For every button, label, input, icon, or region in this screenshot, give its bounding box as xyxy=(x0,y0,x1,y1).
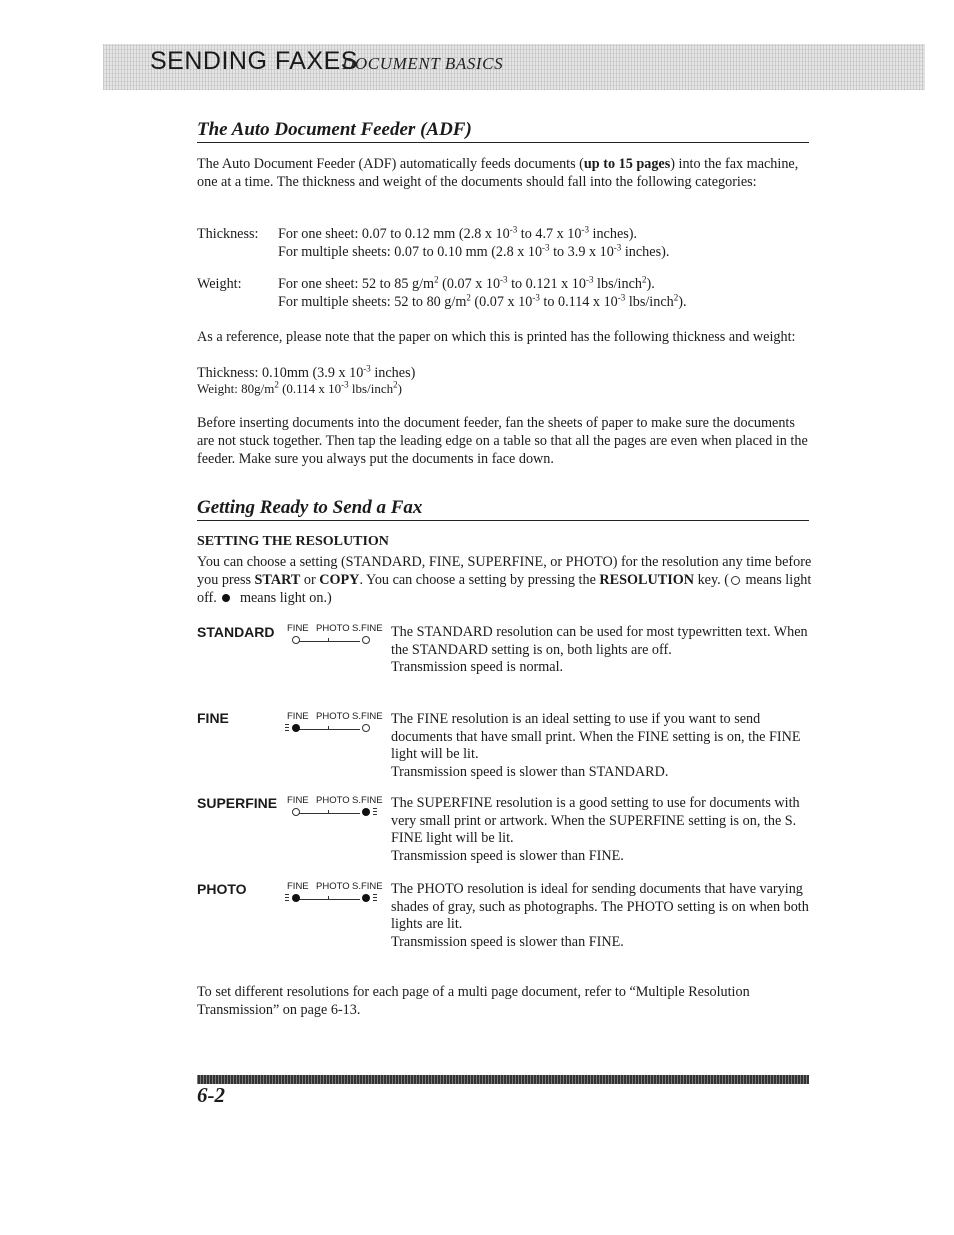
fine-light-icon xyxy=(292,636,300,644)
indicator-fine: FINE PHOTO S.FINE xyxy=(286,711,382,741)
mode-label-standard: STANDARD xyxy=(197,624,275,640)
mode-label-fine: FINE xyxy=(197,710,229,726)
mode-description-photo: The PHOTO resolution is ideal for sending documents that have varying shades of gray, such as photographs. The PHOTO setting is on when both lights are lit. Transmission speed is slower than FINE. xyxy=(391,881,809,950)
mode-description-fine: The FINE resolution is an ideal setting to use if you want to send documents that have small print. When the FINE setting is on, the FINE light will be lit. Transmission speed is slower than STANDARD. xyxy=(391,711,801,780)
chapter-subtitle: DOCUMENT BASICS xyxy=(342,54,504,73)
sfine-light-icon xyxy=(362,894,370,902)
ready-section-title: Getting Ready to Send a Fax xyxy=(197,497,809,521)
resolution-subheading: SETTING THE RESOLUTION xyxy=(197,534,389,549)
indicator-photo: FINE PHOTO S.FINE xyxy=(286,881,382,911)
mode-description-standard: The STANDARD resolution can be used for most typewritten text. When the STANDARD setting is on, both lights are off. Transmission speed is normal. xyxy=(391,624,808,675)
chapter-title: SENDING FAXES xyxy=(150,47,358,75)
multi-page-note: To set different resolutions for each page of a multi page document, refer to “Multiple Resolution Transmission” on page 6-13. xyxy=(197,984,750,1018)
fine-light-icon xyxy=(292,808,300,816)
thickness-label: Thickness: xyxy=(197,226,259,242)
legend-light-on-icon xyxy=(222,594,230,602)
adf-intro: The Auto Document Feeder (ADF) automatically feeds documents (up to 15 pages) into the fax machine, one at a time. The thickness and weight of the documents should fall into the following categories: xyxy=(197,156,799,190)
before-inserting-instructions: Before inserting documents into the document feeder, fan the sheets of paper to make sure the documents are not stuck together. Then tap the leading edge on a table so that all the pages are even when placed in the feeder. Make sure you always put the documents in face down. xyxy=(197,415,808,467)
paper-reference: As a reference, please note that the paper on which this is printed has the following thickness and weight: xyxy=(197,329,796,345)
weight-label: Weight: xyxy=(197,276,242,292)
indicator-superfine: FINE PHOTO S.FINE xyxy=(286,795,382,825)
weight-multiple-sheets: For multiple sheets: 52 to 80 $g/m^2$ (0.07 x $10^{-3}$ to 0.114 x $10^{-3}$ lbs/inch$^2$). xyxy=(278,292,687,310)
weight-one-sheet: For one sheet: 52 to 85 $g/m^2$ (0.07 x $10^{-3}$ to 0.121 x $10^{-3}$ lbs/inch$^2$). xyxy=(278,274,655,292)
resolution-intro: You can choose a setting (STANDARD, FINE, SUPERFINE, or PHOTO) for the resolution any time before you press START or COPY. You can choose a setting by pressing the RESOLUTION key. ( means light off. means light on.) xyxy=(197,554,812,606)
footer-bar xyxy=(197,1075,809,1084)
reference-weight: Weight: $80g/m^2$ (0.114 x $10^{-3}$ lbs/inch$^2$) xyxy=(197,379,402,396)
page-number: 6-2 xyxy=(197,1083,225,1107)
fine-light-icon xyxy=(292,724,300,732)
fine-light-icon xyxy=(292,894,300,902)
legend-light-off-icon xyxy=(731,576,740,585)
thickness-multiple-sheets: For multiple sheets: 0.07 to 0.10 mm (2.8 x $10^{-3}$ to 3.9 x $10^{-3}$ inches). xyxy=(278,242,670,260)
indicator-standard: FINE PHOTO S.FINE xyxy=(286,623,382,653)
reference-thickness: Thickness: 0.10mm (3.9 x $10^{-3}$ inches) xyxy=(197,363,416,381)
mode-description-superfine: The SUPERFINE resolution is a good setting to use for documents with very small print or artwork. When the SUPERFINE setting is on, the S. FINE light will be lit. Transmission speed is slower than FINE. xyxy=(391,795,800,864)
adf-section-title: The Auto Document Feeder (ADF) xyxy=(197,119,809,143)
sfine-light-icon xyxy=(362,808,370,816)
mode-label-photo: PHOTO xyxy=(197,881,247,897)
sfine-light-icon xyxy=(362,636,370,644)
sfine-light-icon xyxy=(362,724,370,732)
thickness-one-sheet: For one sheet: 0.07 to 0.12 mm (2.8 x $10^{-3}$ to 4.7 x $10^{-3}$ inches). xyxy=(278,224,638,242)
mode-label-superfine: SUPERFINE xyxy=(197,795,278,811)
